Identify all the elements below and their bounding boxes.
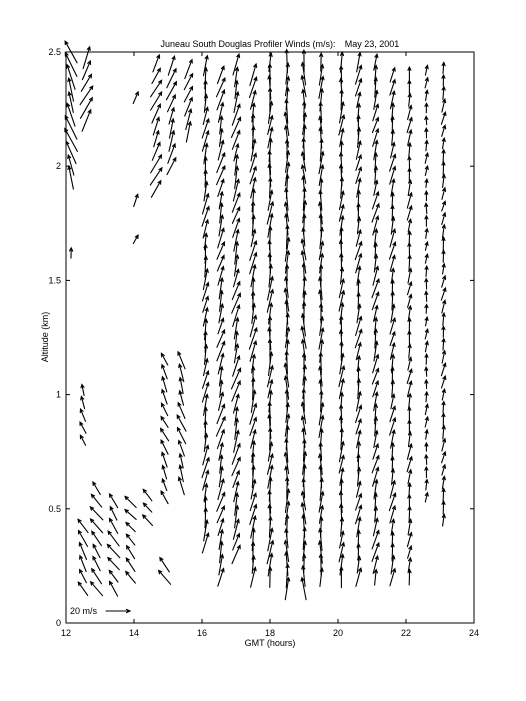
wind-vector (442, 138, 445, 149)
wind-vector (202, 458, 209, 478)
wind-vector (127, 546, 135, 559)
wind-vector (425, 291, 428, 301)
wind-vector (268, 102, 272, 124)
wind-vector (442, 87, 445, 100)
y-tick-label: 2.5 (48, 47, 61, 57)
wind-vector (425, 153, 428, 163)
wind-vector (425, 430, 428, 439)
wind-vector (80, 435, 85, 445)
wind-vector (185, 98, 193, 116)
wind-vector (390, 569, 396, 586)
wind-vector (91, 519, 103, 533)
wind-vector (91, 494, 101, 507)
wind-vector (232, 368, 241, 389)
wind-vector (425, 392, 428, 402)
wind-vector (82, 61, 90, 80)
wind-vector (202, 533, 209, 553)
wind-vector (301, 578, 306, 600)
wind-vector (425, 116, 428, 124)
wind-vector (159, 570, 171, 584)
wind-vector (408, 546, 412, 558)
x-tick-label: 18 (264, 628, 276, 638)
wind-vector (425, 179, 428, 187)
wind-vector (81, 74, 91, 91)
wind-vector (252, 189, 255, 211)
wind-vector (442, 162, 445, 175)
wind-vector (408, 357, 412, 370)
wind-vector (151, 181, 160, 198)
scale-reference-arrow (106, 609, 130, 612)
wind-vector (65, 129, 78, 152)
wind-vector (161, 491, 168, 504)
wind-vector (250, 64, 257, 86)
wind-vector (425, 254, 428, 263)
x-axis-label: GMT (hours) (244, 638, 296, 648)
wind-vector (340, 354, 344, 374)
wind-vector (78, 519, 88, 532)
scale-arrow-line (106, 609, 130, 612)
wind-vector (250, 241, 257, 260)
wind-vector (67, 65, 76, 90)
wind-vector (408, 157, 411, 169)
wind-vector (442, 213, 446, 225)
wind-vector (425, 341, 428, 351)
wind-vector (268, 116, 273, 135)
wind-vector (80, 570, 87, 583)
wind-vector (202, 119, 209, 138)
wind-vector (251, 567, 257, 587)
wind-vector (108, 558, 119, 570)
x-tick-label: 24 (468, 628, 480, 638)
wind-vector (81, 397, 85, 409)
wind-vector (161, 417, 168, 428)
wind-vector (408, 94, 411, 107)
wind-vector (110, 494, 118, 508)
wind-vector (232, 293, 241, 313)
wind-vector (425, 354, 428, 364)
wind-vector (442, 300, 446, 313)
wind-vector (250, 404, 257, 425)
wind-vector (162, 479, 167, 491)
y-tick-label: 1 (55, 389, 61, 400)
wind-vector (285, 578, 289, 600)
wind-vector (425, 493, 428, 502)
wind-vector (302, 429, 305, 448)
wind-vector (160, 558, 169, 572)
wind-vector (425, 266, 428, 276)
wind-vector (268, 366, 274, 387)
wind-vector (70, 248, 73, 258)
wind-vector (442, 150, 445, 162)
x-tick-label: 14 (128, 628, 140, 638)
wind-vector (66, 142, 76, 164)
wind-vector (251, 390, 256, 412)
wind-vector (249, 328, 257, 349)
wind-vector (442, 389, 445, 400)
wind-vector (143, 503, 151, 512)
wind-vector (356, 568, 362, 586)
wind-vector (81, 385, 84, 396)
wind-vector (152, 142, 160, 160)
wind-vector (65, 116, 77, 139)
wind-vector (442, 313, 445, 325)
x-tick-label: 12 (60, 628, 72, 638)
wind-vector (425, 103, 428, 112)
wind-vector (161, 353, 167, 365)
wind-vector (442, 339, 445, 350)
wind-vector (268, 191, 273, 211)
wind-vector (408, 67, 411, 83)
y-tick-label: 0 (55, 618, 61, 628)
wind-vector (442, 326, 445, 337)
wind-vector (80, 556, 87, 572)
wind-vector (93, 544, 100, 557)
wind-vector (425, 305, 428, 314)
wind-vector (425, 443, 428, 451)
wind-vector (408, 143, 411, 157)
wind-vector (408, 231, 411, 245)
wind-vector (339, 279, 344, 297)
wind-vector (78, 582, 87, 595)
wind-vector (285, 50, 288, 73)
wind-vector (110, 581, 118, 596)
wind-vector (442, 452, 446, 463)
wind-vector (442, 225, 445, 238)
wind-vector (425, 90, 428, 100)
wind-vector (268, 528, 273, 550)
wind-vector (407, 206, 412, 220)
wind-vector (250, 316, 256, 337)
wind-vector (442, 413, 445, 426)
wind-vector (425, 329, 428, 339)
wind-vector (216, 417, 225, 436)
wind-vector (126, 534, 134, 545)
wind-vector (425, 317, 428, 326)
wind-vector (425, 229, 428, 239)
wind-vector (80, 409, 85, 421)
y-tick-label: 1.5 (48, 275, 61, 286)
wind-vectors (65, 41, 446, 600)
wind-vector (126, 523, 135, 532)
wind-vector (442, 351, 445, 364)
wind-vector (408, 219, 411, 232)
wind-vector (93, 557, 100, 571)
wind-vector (408, 470, 412, 484)
y-tick-label: 2 (55, 161, 61, 172)
wind-vector (374, 570, 377, 586)
wind-vector (425, 367, 428, 376)
wind-vector (425, 404, 428, 414)
wind-vector (339, 366, 345, 387)
wind-vector (442, 175, 445, 188)
wind-vector (125, 510, 136, 520)
wind-vector (442, 264, 445, 274)
wind-vector (203, 194, 209, 214)
wind-vector (110, 518, 118, 533)
wind-vector (441, 112, 446, 124)
wind-vector (92, 531, 102, 545)
wind-vector (178, 441, 184, 457)
wind-vector (425, 203, 428, 213)
wind-vector (134, 194, 139, 206)
wind-vector (442, 439, 446, 451)
wind-vector (167, 158, 176, 175)
wind-vector (143, 515, 153, 526)
wind-vector (442, 402, 445, 413)
wind-vector (442, 237, 445, 250)
wind-vector (162, 466, 167, 480)
wind-vector (126, 558, 135, 571)
wind-vector (425, 467, 428, 478)
wind-vector (125, 496, 136, 507)
wind-vector (442, 276, 446, 287)
x-tick-label: 22 (400, 628, 412, 638)
wind-vector (408, 495, 411, 509)
wind-vector (442, 99, 446, 112)
wind-vector (110, 507, 117, 520)
wind-vector (442, 489, 445, 502)
wind-vector (442, 250, 445, 262)
wind-vector (442, 465, 446, 475)
wind-vector (161, 428, 169, 440)
wind-vector (162, 403, 168, 415)
wind-vector (442, 501, 445, 514)
wind-vector (425, 65, 428, 75)
wind-vector (442, 426, 445, 439)
wind-vector (425, 78, 428, 88)
y-axis-label: Altitude (km) (40, 311, 50, 363)
chart-title: Juneau South Douglas Profiler Winds (m/s): (160, 39, 336, 49)
wind-vector (126, 572, 136, 584)
wind-vector (80, 86, 93, 105)
wind-vector (340, 442, 345, 462)
wind-vector (442, 125, 446, 136)
wind-vector (90, 507, 103, 520)
wind-vector (425, 216, 428, 227)
wind-vector (425, 279, 428, 290)
wind-vector (425, 191, 428, 200)
wind-vector (232, 117, 241, 137)
wind-vector (442, 476, 445, 488)
wind-vector (425, 417, 428, 427)
wind-vector (107, 544, 119, 557)
wind-vector (441, 363, 446, 376)
x-tick-label: 16 (196, 628, 208, 638)
x-tick-label: 20 (332, 628, 344, 638)
wind-vector (340, 102, 345, 123)
wind-vector (425, 480, 428, 490)
wind-vector (268, 277, 274, 300)
wind-vector (442, 514, 445, 526)
wind-vector (425, 128, 428, 138)
wind-vector (442, 201, 446, 211)
wind-vector (408, 483, 411, 495)
wind-vector (217, 78, 226, 97)
wind-vector (442, 62, 445, 73)
wind-vector (425, 455, 428, 465)
wind-vector (442, 75, 445, 86)
wind-vector (93, 482, 100, 495)
scale-reference-label: 20 m/s (70, 606, 98, 616)
wind-vector (425, 242, 428, 250)
wind-vector (109, 570, 118, 582)
wind-vector (133, 235, 138, 243)
wind-vector (218, 267, 224, 286)
wind-vector (269, 53, 272, 71)
wind-vector (408, 282, 412, 295)
wind-vector (67, 103, 75, 126)
y-tick-label: 0.5 (48, 503, 61, 514)
wind-vector (425, 140, 428, 150)
wind-vector (80, 422, 86, 433)
wind-vector (218, 569, 224, 587)
wind-vector (408, 295, 412, 308)
wind-vector (91, 582, 103, 596)
wind-vector (251, 140, 256, 161)
wind-vector (268, 454, 274, 474)
wind-vector (442, 376, 446, 388)
wind-vector (425, 166, 428, 175)
wind-vector (441, 288, 446, 300)
wind-vector (133, 92, 138, 104)
wind-vector (425, 380, 428, 389)
wind-vector (442, 188, 446, 199)
wind-vector (143, 489, 152, 500)
chart-date: May 23, 2001 (344, 39, 400, 49)
